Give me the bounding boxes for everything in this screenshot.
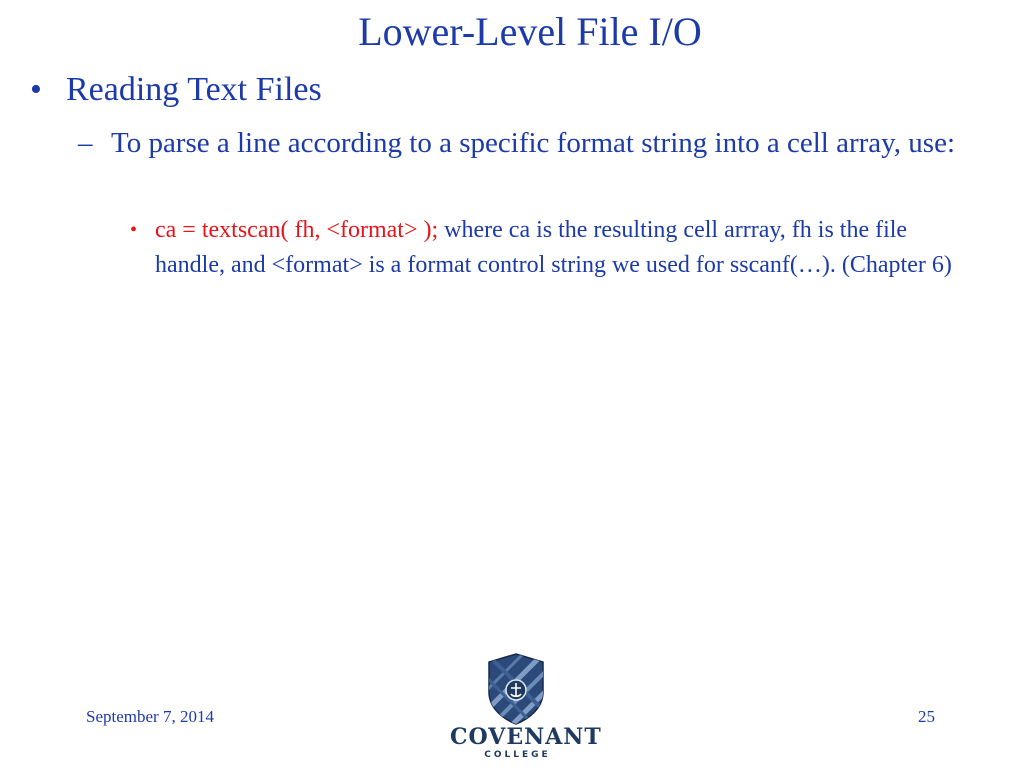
logo-subtitle: COLLEGE xyxy=(484,750,551,760)
college-logo xyxy=(450,652,602,764)
slide-title: Lower-Level File I/O xyxy=(358,9,702,54)
bullet-level3-text xyxy=(155,213,980,283)
shield-logo-icon xyxy=(485,652,547,726)
bullet-level1-text: Reading Text Files xyxy=(66,71,322,108)
code-explanation: where ca is the resulting cell arrray, fh is the file handle, and <format> is a format control string we used for sscanf(…). (Chapter 6) xyxy=(155,217,952,278)
page-number: 25 xyxy=(918,707,935,726)
bullet-marker: • xyxy=(30,71,42,108)
bullet-level2-text: To parse a line according to a specific format string into a cell array, use: xyxy=(111,127,956,159)
dash-marker: – xyxy=(78,127,93,159)
bullet-marker-red: • xyxy=(130,219,138,241)
code-snippet: ca = textscan( fh, <format> ); xyxy=(155,217,439,243)
footer-date: September 7, 2014 xyxy=(86,707,214,726)
logo-wordmark: COVENANT xyxy=(450,724,602,750)
